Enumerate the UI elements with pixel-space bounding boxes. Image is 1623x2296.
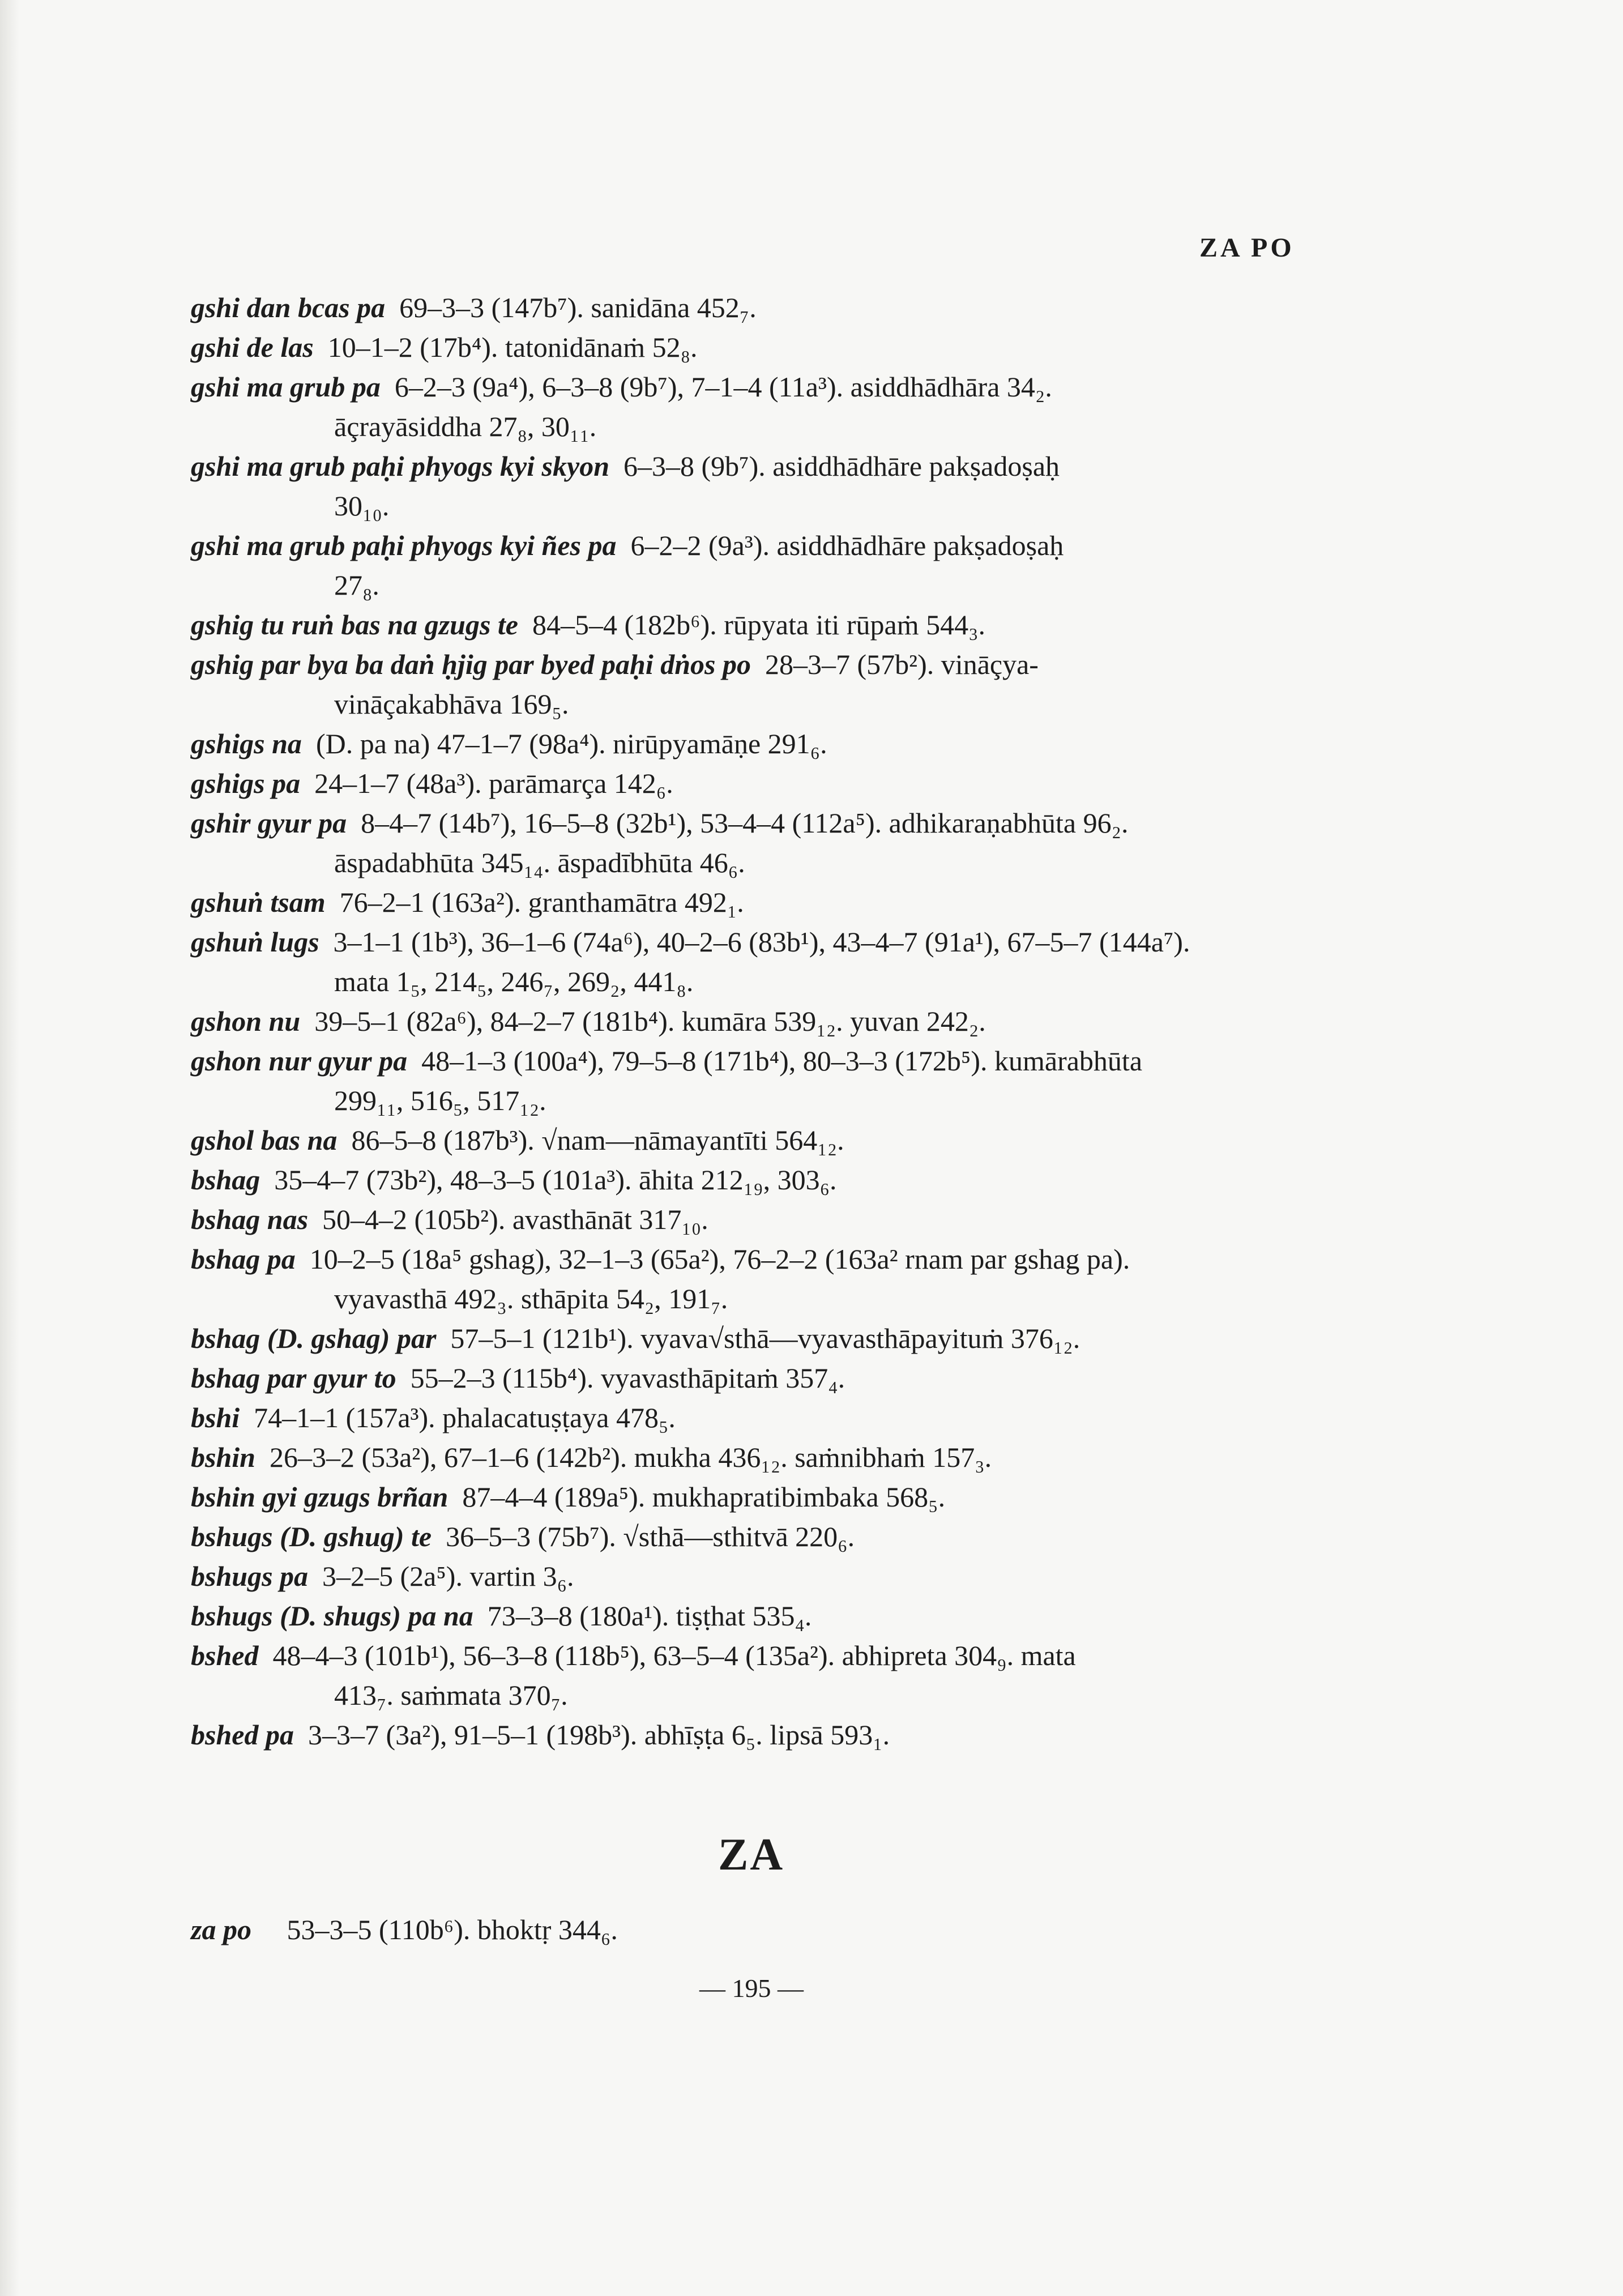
headword: bshag pa <box>191 1243 296 1275</box>
dictionary-entry <box>191 367 1301 446</box>
dictionary-entry <box>191 1200 1301 1239</box>
entry-continuation: 299₁₁, 516₅, 517₁₂. <box>334 1085 546 1116</box>
headword: bshugs (D. shugs) pa na <box>191 1600 473 1632</box>
headword: bshag (D. gshag) par <box>191 1322 437 1354</box>
headword: bshin <box>191 1441 255 1473</box>
headword: gshi ma grub paḥi phyogs kyi ñes pa <box>191 530 617 561</box>
section-heading: ZA <box>718 1830 785 1880</box>
dictionary-entry <box>191 1398 1301 1437</box>
entry-body: 10–1–2 (17b⁴). tatonidānaṁ 52₈. <box>327 331 698 363</box>
dictionary-entry <box>191 1715 1301 1755</box>
entry-body: 8–4–7 (14b⁷), 16–5–8 (32b¹), 53–4–4 (112a⁵). adhikaraṇabhūta 96₂. <box>361 807 1129 839</box>
headword: bshag <box>191 1164 260 1196</box>
headword: gshi dan bcas pa <box>191 292 386 323</box>
dictionary-entry <box>191 1001 1301 1041</box>
entry-continuation: vināçakabhāva 169₅. <box>334 688 569 720</box>
dictionary-entry <box>191 1437 1301 1477</box>
headword: gshuṅ lugs <box>191 926 319 958</box>
entry-body: 76–2–1 (163a²). granthamātra 492₁. <box>339 886 744 918</box>
entry-body: 10–2–5 (18a⁵ gshag), 32–1–3 (65a²), 76–2–2 (163a² rnam par gshag pa). <box>309 1243 1130 1275</box>
entry-body: 26–3–2 (53a²), 67–1–6 (142b²). mukha 436₁₂. saṁnibhaṁ 157₃. <box>269 1441 992 1473</box>
headword: bshin gyi gzugs brñan <box>191 1481 449 1513</box>
entry-body: 73–3–8 (180a¹). tiṣṭhat 535₄. <box>487 1600 812 1632</box>
entry-continuation: mata 1₅, 214₅, 246₇, 269₂, 441₈. <box>334 966 694 997</box>
entry-continuation: 30₁₀. <box>334 490 390 522</box>
headword: bshed <box>191 1640 259 1671</box>
headword: gshi ma grub paḥi phyogs kyi skyon <box>191 450 610 482</box>
entry-body: 36–5–3 (75b⁷). √sthā—sthitvā 220₆. <box>446 1521 855 1552</box>
headword: gshol bas na <box>191 1124 338 1156</box>
dictionary-entry <box>191 1160 1301 1200</box>
running-header: ZA PO <box>1199 233 1295 263</box>
entry-body: 39–5–1 (82a⁶), 84–2–7 (181b⁴). kumāra 539₁₂. yuvan 242₂. <box>314 1005 986 1037</box>
entry-body: 48–1–3 (100a⁴), 79–5–8 (171b⁴), 80–3–3 (172b⁵). kumārabhūta <box>421 1045 1143 1077</box>
dictionary-entry <box>191 1120 1301 1160</box>
headword: bshugs pa <box>191 1560 309 1592</box>
dictionary-entry <box>191 1477 1301 1517</box>
headword: gshi ma grub pa <box>191 371 381 403</box>
dictionary-entry <box>191 1910 618 1949</box>
entry-continuation: vyavasthā 492₃. sthāpita 54₂, 191₇. <box>334 1283 728 1315</box>
entry-body: 87–4–4 (189a⁵). mukhapratibimbaka 568₅. <box>462 1481 946 1513</box>
headword: bshugs (D. gshug) te <box>191 1521 432 1552</box>
headword: gshir gyur pa <box>191 807 347 839</box>
entry-body: 55–2–3 (115b⁴). vyavasthāpitaṁ 357₄. <box>410 1362 845 1394</box>
headword: bshag nas <box>191 1204 309 1235</box>
dictionary-entry <box>191 645 1301 724</box>
entry-continuation: 27₈. <box>334 569 379 601</box>
dictionary-entry <box>191 1517 1301 1556</box>
headword: bshag par gyur to <box>191 1362 396 1394</box>
headword: za po <box>191 1914 251 1945</box>
entry-body: 48–4–3 (101b¹), 56–3–8 (118b⁵), 63–5–4 (135a²). abhipreta 304₉. mata <box>272 1640 1076 1671</box>
page-number: — 195 — <box>699 1974 804 2003</box>
headword: bshed pa <box>191 1719 294 1751</box>
headword: bshi <box>191 1402 240 1433</box>
headword: gshon nu <box>191 1005 301 1037</box>
headword: gshig tu ruṅ bas na gzugs te <box>191 609 519 641</box>
headword: gshig par bya ba daṅ ḥjig par byed paḥi dṅos po <box>191 648 751 680</box>
dictionary-entry <box>191 526 1301 605</box>
dictionary-entry <box>191 446 1301 526</box>
entry-body: 35–4–7 (73b²), 48–3–5 (101a³). āhita 212₁₉, 303₆. <box>274 1164 837 1196</box>
entry-body: 3–2–5 (2a⁵). vartin 3₆. <box>322 1560 574 1592</box>
entry-continuation: 413₇. saṁmata 370₇. <box>334 1679 568 1711</box>
entry-body: (D. pa na) 47–1–7 (98a⁴). nirūpyamāṇe 291₆. <box>315 728 827 759</box>
dictionary-entry <box>191 803 1301 882</box>
entry-body: 53–3–5 (110b⁶). bhoktṛ 344₆. <box>287 1914 618 1945</box>
dictionary-entry <box>191 605 1301 645</box>
entry-body: 57–5–1 (121b¹). vyava√sthā—vyavasthāpayituṁ 376₁₂. <box>450 1322 1080 1354</box>
entry-body: 74–1–1 (157a³). phalacatuṣṭaya 478₅. <box>254 1402 676 1433</box>
dictionary-entry <box>191 724 1301 763</box>
entry-body: 50–4–2 (105b²). avasthānāt 317₁₀. <box>322 1204 708 1235</box>
dictionary-entry <box>191 1556 1301 1596</box>
entry-body: 86–5–8 (187b³). √nam—nāmayantīti 564₁₂. <box>351 1124 844 1156</box>
headword: gshigs na <box>191 728 302 759</box>
headword: gshon nur gyur pa <box>191 1045 408 1077</box>
dictionary-entry <box>191 1596 1301 1636</box>
entry-body: 3–3–7 (3a²), 91–5–1 (198b³). abhīṣṭa 6₅. lipsā 593₁. <box>307 1719 890 1751</box>
dictionary-entry <box>191 327 1301 367</box>
dictionary-entry <box>191 922 1301 1001</box>
entry-body: 84–5–4 (182b⁶). rūpyata iti rūpaṁ 544₃. <box>532 609 986 641</box>
entry-continuation: āçrayāsiddha 27₈, 30₁₁. <box>334 411 597 442</box>
dictionary-entry <box>191 1636 1301 1715</box>
headword: gshi de las <box>191 331 314 363</box>
headword: gshigs pa <box>191 767 301 799</box>
dictionary-entry <box>191 882 1301 922</box>
entry-continuation: āspadabhūta 345₁₄. āspadībhūta 46₆. <box>334 847 745 878</box>
dictionary-entry <box>191 1239 1301 1318</box>
dictionary-entries <box>191 288 1301 1755</box>
entry-body: 69–3–3 (147b⁷). sanidāna 452₇. <box>399 292 757 323</box>
scan-edge <box>0 0 19 2296</box>
dictionary-entry <box>191 288 1301 327</box>
entry-body: 3–1–1 (1b³), 36–1–6 (74a⁶), 40–2–6 (83b¹), 43–4–7 (91a¹), 67–5–7 (144a⁷). <box>333 926 1190 958</box>
headword: gshuṅ tsam <box>191 886 326 918</box>
entry-body: 28–3–7 (57b²). vināçya- <box>765 648 1039 680</box>
entry-body: 6–2–3 (9a⁴), 6–3–8 (9b⁷), 7–1–4 (11a³). asiddhādhāra 34₂. <box>394 371 1052 403</box>
dictionary-entry <box>191 1041 1301 1120</box>
dictionary-entry <box>191 763 1301 803</box>
entry-body: 6–3–8 (9b⁷). asiddhādhāre pakṣadoṣaḥ <box>623 450 1060 482</box>
entry-body: 6–2–2 (9a³). asiddhādhāre pakṣadoṣaḥ <box>630 530 1064 561</box>
entry-body: 24–1–7 (48a³). parāmarça 142₆. <box>314 767 673 799</box>
dictionary-entry <box>191 1358 1301 1398</box>
dictionary-entry <box>191 1318 1301 1358</box>
